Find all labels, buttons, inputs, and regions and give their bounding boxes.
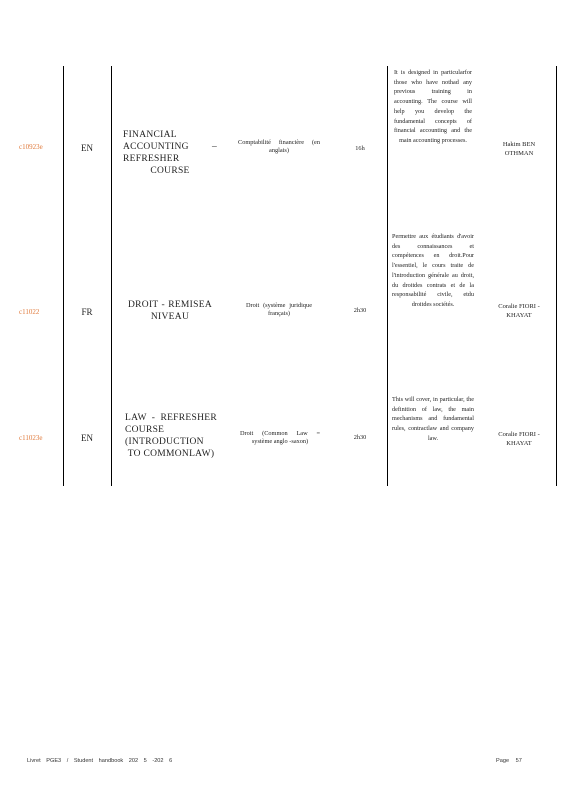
course-language: EN bbox=[81, 143, 93, 153]
table-border-right bbox=[556, 66, 557, 486]
course-description: It is designed in particularfor those who have nothad any previous training in accounting. The course will help you develop the fundamental concepts of financial accounting and the main accounting processes. bbox=[394, 69, 472, 144]
course-code: c11023e bbox=[19, 434, 43, 442]
course-title: DROIT - REMISEA NIVEAU bbox=[128, 300, 212, 322]
course-language: EN bbox=[81, 433, 93, 443]
course-teacher: Hakim BEN OTHMAN bbox=[502, 141, 536, 157]
course-duration: 16h bbox=[355, 145, 365, 152]
course-description: This will cover, in particular, the definition of law, the main mechanisms and fundamental rules, contractlaw and company law. bbox=[392, 396, 474, 442]
course-language: FR bbox=[81, 307, 93, 317]
course-code: c11022 bbox=[19, 308, 40, 316]
table-border-description-left bbox=[387, 66, 388, 486]
course-teacher: Coralie FIORI - KHAYAT bbox=[498, 303, 540, 319]
course-title-fr: Droit (Common Law = système anglo -saxon) bbox=[240, 430, 320, 445]
course-teacher: Coralie FIORI - KHAYAT bbox=[498, 431, 540, 447]
course-description: Permettre aux étudiants d'avoir des connaissances et compétences en droit.Pour l'essentiel, le cours traite de l'introduction générale au droit, du droitdes contrats et de la responsabilité civile, etdu droitdes sociétés. bbox=[392, 233, 474, 308]
course-title-fr: Comptabilité financière (en anglais) bbox=[238, 139, 320, 154]
footer-text: Livret PGE3 / Student handbook 202 5 -202 6 bbox=[27, 758, 173, 764]
course-title-fr: Droit (système juridique français) bbox=[246, 302, 312, 317]
course-title: FINANCIAL ACCOUNTING – REFRESHER COURSE bbox=[123, 130, 217, 176]
table-border-lang bbox=[111, 66, 112, 486]
page-number: Page 57 bbox=[496, 758, 522, 764]
course-code: c10923e bbox=[19, 143, 43, 151]
table-border-left bbox=[63, 66, 64, 486]
course-duration: 2h30 bbox=[353, 307, 367, 314]
course-duration: 2h30 bbox=[353, 434, 367, 441]
course-title: LAW - REFRESHER COURSE (INTRODUCTION TO COMMONLAW) bbox=[125, 413, 217, 459]
